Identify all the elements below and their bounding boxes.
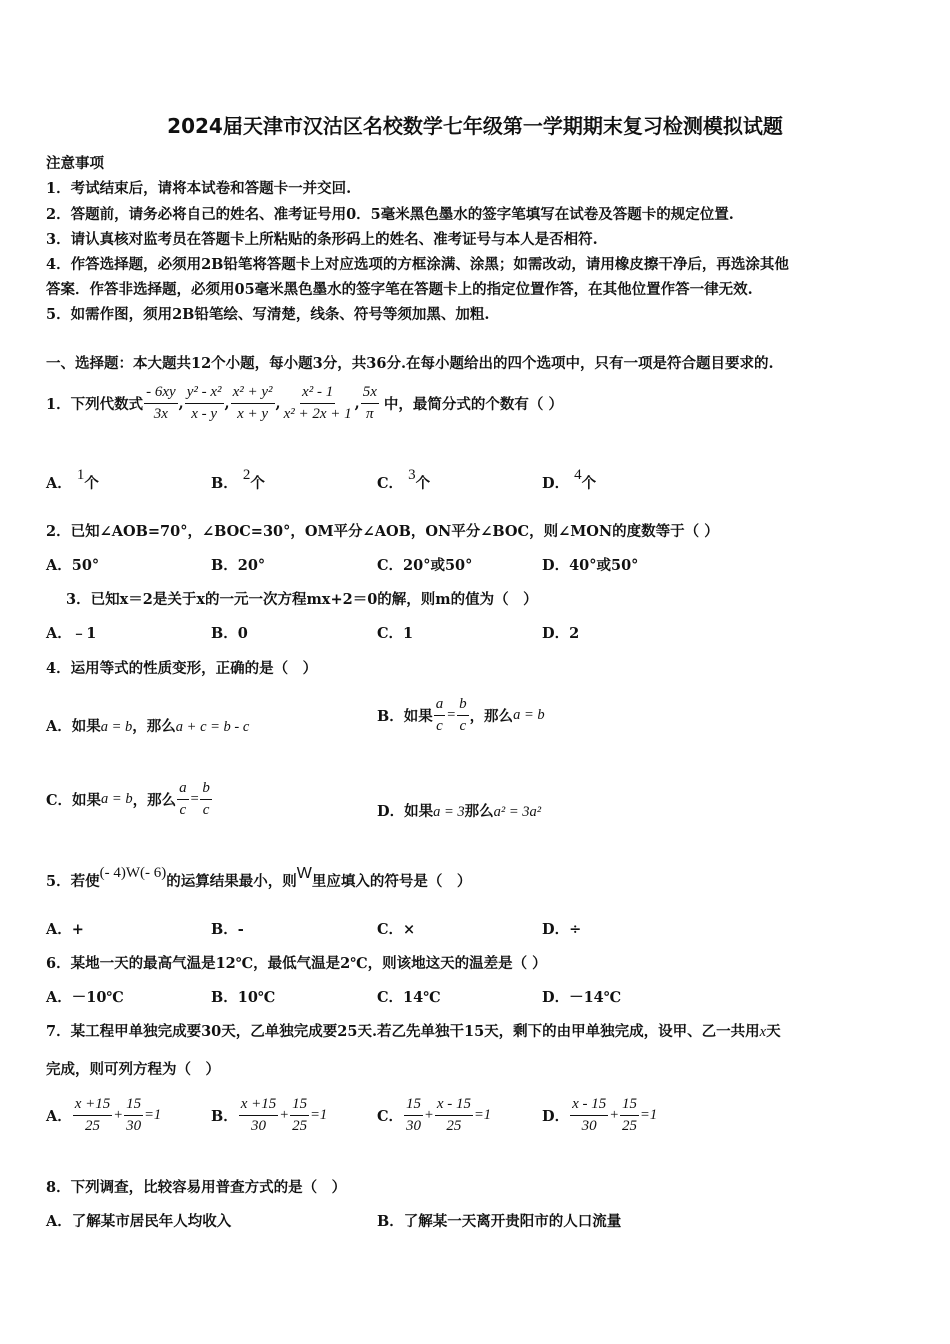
notice-item: 1．考试结束后，请将本试卷和答题卡一并交回. <box>46 180 352 197</box>
question-7-line-2: 完成，则可列方程为（ ） <box>46 1061 220 1078</box>
q1-fraction: $\frac{\text{x² + y²}}{x + y}$ <box>232 383 273 422</box>
q8-option-b[interactable]: B．了解某一天离开贵阳市的人口流量 <box>377 1213 622 1230</box>
q8-option-a[interactable]: A．了解某市居民年人均收入 <box>46 1213 232 1230</box>
q2-option-b[interactable]: B．20° <box>211 557 266 574</box>
q5-option-d[interactable]: D．÷ <box>542 921 582 938</box>
q3-option-b[interactable]: B．0 <box>211 625 248 642</box>
q4-option-d[interactable]: D．如果a = 3那么a² = 3a² <box>377 803 542 820</box>
question-3: 3．已知x＝2是关于x的一元一次方程mx+2＝0的解，则m的值为（ ） <box>66 591 538 608</box>
q2-option-c[interactable]: C．20°或50° <box>377 557 473 574</box>
q4-option-a[interactable]: A．如果a = b，那么a + c = b - c <box>46 718 250 735</box>
q6-option-b[interactable]: B．10℃ <box>211 989 276 1006</box>
q6-option-a[interactable]: A．－10℃ <box>46 989 124 1006</box>
notice-item: 5．如需作图，须用2B铅笔绘、写清楚，线条、符号等须加黑、加粗. <box>46 306 490 323</box>
q1-prefix: 1．下列代数式 <box>46 395 144 413</box>
q1-option-c[interactable]: C． 3个 <box>377 467 431 492</box>
q5-option-b[interactable]: B．- <box>211 921 244 938</box>
question-8: 8．下列调查，比较容易用普查方式的是（ ） <box>46 1179 347 1196</box>
q4-option-c[interactable]: C．如果 a = b ，那么 $\frac{a}{c}$ = $\frac{b}{c}$ <box>46 779 210 818</box>
question-1: 1．下列代数式 $\frac{- 6xy}{3x}$ , $\frac{\text{y² - x²}}{x - y}$ , $\frac{\text{x² + y²}}{x + y}$ , $\frac{\text{x² - 1}}{\text{x² + 2x + 1}}$ , $\frac{5x}{\pi}$ 中，最简分式的个数有（ ） <box>46 383 563 422</box>
q1-option-d[interactable]: D． 4个 <box>542 467 597 492</box>
q1-fraction: $\frac{\text{y² - x²}}{x - y}$ <box>186 383 222 422</box>
q1-fraction: $\frac{5x}{\pi}$ <box>362 383 377 422</box>
q1-fraction: $\frac{- 6xy}{3x}$ <box>146 383 176 422</box>
notice-item: 2．答题前，请务必将自己的姓名、准考证号用0．5毫米黑色墨水的签字笔填写在试卷及答题卡的规定位置. <box>46 206 734 223</box>
q7-option-b[interactable]: B． $\frac{x +15}{30}$ + $\frac{15}{25}$ =1 <box>211 1095 328 1134</box>
q7-option-d[interactable]: D． $\frac{x - 15}{30}$ + $\frac{15}{25}$ =1 <box>542 1095 658 1134</box>
q4-option-b[interactable]: B．如果 $\frac{a}{c}$ = $\frac{b}{c}$ ，那么 a = b <box>377 695 545 734</box>
q6-option-c[interactable]: C．14℃ <box>377 989 441 1006</box>
q3-option-a[interactable]: A．﹣1 <box>46 625 97 642</box>
q1-fraction: $\frac{\text{x² - 1}}{\text{x² + 2x + 1}}$ <box>283 383 352 422</box>
q5-option-c[interactable]: C．× <box>377 921 416 938</box>
page-title: 2024届天津市汉沽区名校数学七年级第一学期期末复习检测模拟试题 <box>167 114 783 138</box>
notice-item: 4．作答选择题，必须用2B铅笔将答题卡上对应选项的方框涂满、涂黑；如需改动，请用橡皮擦干净后，再选涂其他 <box>46 256 789 273</box>
q3-option-c[interactable]: C．1 <box>377 625 414 642</box>
q5-option-a[interactable]: A．+ <box>46 921 84 938</box>
notice-item: 3．请认真核对监考员在答题卡上所粘贴的条形码上的姓名、准考证号与本人是否相符. <box>46 231 598 248</box>
question-4: 4．运用等式的性质变形，正确的是（ ） <box>46 660 318 677</box>
notice-heading: 注意事项 <box>46 155 104 172</box>
q1-option-a[interactable]: A． 1个 <box>46 467 99 492</box>
q6-option-d[interactable]: D．－14℃ <box>542 989 622 1006</box>
question-5: 5．若使(- 4)W(- 6)的运算结果最小，则W里应填入的符号是（ ） <box>46 865 472 890</box>
q2-option-a[interactable]: A．50° <box>46 557 100 574</box>
q7-option-a[interactable]: A． $\frac{x +15}{25}$ + $\frac{15}{30}$ =1 <box>46 1095 162 1134</box>
question-7: 7．某工程甲单独完成要30天，乙单独完成要25天.若乙先单独干15天，剩下的由甲单独完成，设甲、乙一共用x天 <box>46 1023 781 1040</box>
section-heading: 一、选择题：本大题共12个小题，每小题3分，共36分.在每小题给出的四个选项中，只有一项是符合题目要求的. <box>46 355 774 372</box>
question-6: 6．某地一天的最高气温是12℃，最低气温是2℃，则该地这天的温差是（ ） <box>46 955 547 972</box>
q2-option-d[interactable]: D．40°或50° <box>542 557 639 574</box>
question-2: 2．已知∠AOB=70°，∠BOC=30°，OM平分∠AOB，ON平分∠BOC，则∠MON的度数等于（ ） <box>46 523 719 540</box>
q1-option-b[interactable]: B． 2个 <box>211 467 265 492</box>
q1-suffix: 中，最简分式的个数有（ ） <box>383 395 563 413</box>
q7-option-c[interactable]: C． $\frac{15}{30}$ + $\frac{x - 15}{25}$ =1 <box>377 1095 492 1134</box>
notice-item: 答案．作答非选择题，必须用05毫米黑色墨水的签字笔在答题卡上的指定位置作答，在其他位置作答一律无效. <box>46 281 753 298</box>
q3-option-d[interactable]: D．2 <box>542 625 580 642</box>
